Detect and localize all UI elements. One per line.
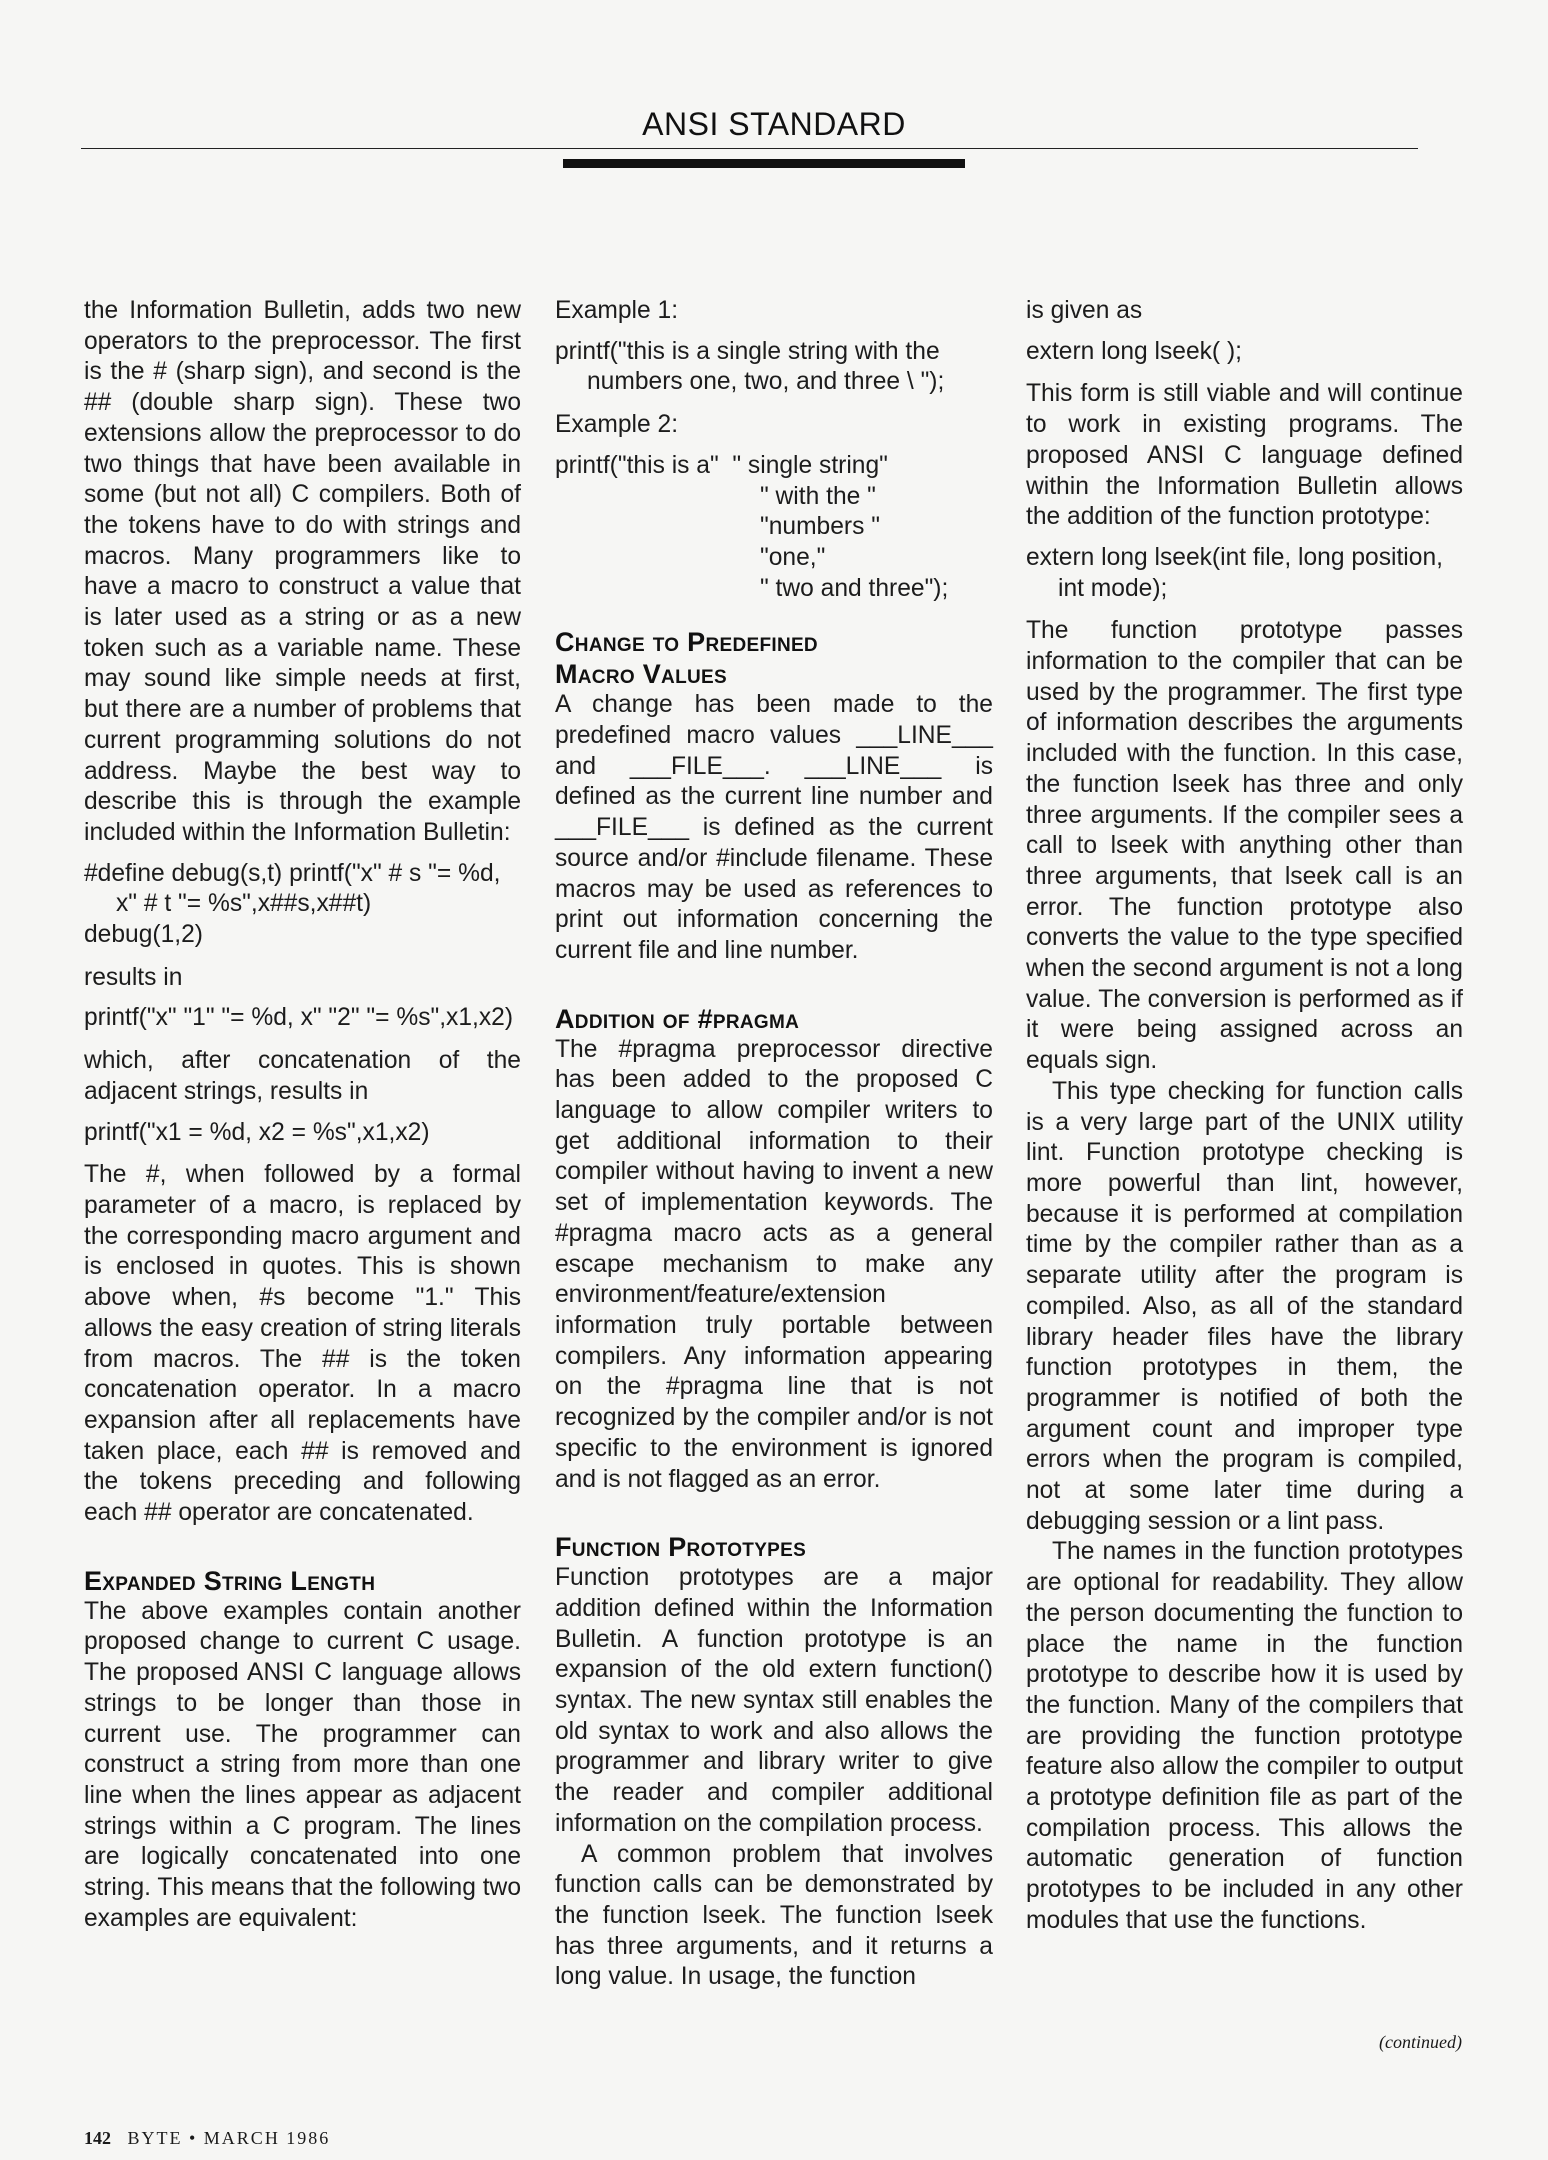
code-line: " with the " <box>555 482 876 510</box>
code-example <box>84 1118 521 1149</box>
paragraph: A change has been made to the predefined macro values ___LINE___ and ___FILE___. ___LINE___ is defined as the current line number and ___FILE___ is defined as the current source and/or #include filename. These macros may be used as references to print out information concerning the current file and line number. <box>555 691 993 964</box>
magazine-issue: BYTE • MARCH 1986 <box>127 2128 331 2148</box>
header-bar <box>563 159 965 168</box>
code-line: printf("x1 = %d, x2 = %s",x1,x2) <box>84 1118 430 1146</box>
code-example <box>555 337 993 398</box>
continued-note: (continued) <box>1379 2032 1462 2052</box>
paragraph: is given as <box>1026 297 1143 324</box>
section-heading: Function Prototypes <box>555 1532 807 1563</box>
code-line: printf("this is a" " single string" <box>555 451 888 479</box>
paragraph: The function prototype passes information to the compiler that can be used by the programmer. The first type of information describes the arguments included with the function. In this case, the function lseek has three and only three arguments. If the compiler sees a call to lseek with anything other than three arguments, that lseek call is an error. The function prototype also converts the value to the type specified when the second argument is not a long value. The conversion is performed as if it were being assigned across an equals sign. <box>1026 617 1463 1075</box>
code-example <box>84 859 521 951</box>
code-example <box>1026 337 1463 368</box>
paragraph: A common problem that involves function calls can be demonstrated by the function lseek. The function lseek has three arguments, and it returns a long value. In usage, the function <box>555 1840 993 1991</box>
paragraph: which, after concatenation of the adjacent strings, results in <box>84 1047 521 1105</box>
paragraph: The above examples contain another proposed change to current C usage. The proposed ANSI C language allows strings to be longer than those in current use. The programmer can construct a string from more than one line when the lines appear as adjacent strings within a C program. The lines are logically concatenated into one string. This means that the following two examples are equivalent: <box>84 1597 521 1932</box>
paragraph: The names in the function prototypes are optional for readability. They allow the person documenting the function to place the name in the function prototype to describe how it is used by the function. Many of the compilers that are providing the function prototype feature also allow the compiler to output a prototype definition file as part of the compilation process. This allows the automatic generation of function prototypes to be included in any other modules that use the functions. <box>1026 1538 1463 1934</box>
code-line: debug(1,2) <box>84 921 203 949</box>
section-heading: Addition of #pragma <box>555 1003 800 1034</box>
code-example <box>555 451 993 605</box>
paragraph: This form is still viable and will continue to work in existing programs. The proposed ANSI C language defined within the Information Bulletin allows the addition of the function prototype: <box>1026 380 1463 531</box>
paragraph: the Information Bulletin, adds two new operators to the preprocessor. The first is the # (sharp sign), and second is the ## (double sharp sign). These two extensions allow the preprocessor to do two things that have been available in some (but not all) C compilers. Both of the tokens have to do with strings and macros. Many programmers like to have a macro to construct a value that is later used as a string or as a new token such as a variable name. These may sound like simple needs at first, but there are a number of problems that current programming solutions do not address. Maybe the best way to describe this is through the example included within the Information Bulletin: <box>84 297 521 846</box>
code-line: printf("x" "1" "= %d, x" "2" "= %s",x1,x2) <box>84 1004 514 1032</box>
code-line: #define debug(s,t) printf("x" # s "= %d, x" # t "= %s",x##s,x##t) <box>84 859 501 918</box>
code-example <box>84 1003 521 1034</box>
example-label: Example 1: <box>555 297 679 324</box>
code-line: extern long lseek( ); <box>1026 337 1242 365</box>
code-line: printf("this is a single string with the numbers one, two, and three \ "); <box>555 337 945 396</box>
column-3 <box>1026 296 1463 1937</box>
code-line: extern long lseek(int file, long position, int mode); <box>1026 543 1443 602</box>
paragraph: results in <box>84 963 183 991</box>
header-rule <box>81 148 1418 149</box>
paragraph: The #pragma preprocessor directive has been added to the proposed C language to allow compiler writers to get additional information to their compiler without having to invent a new set of implementation keywords. The #pragma macro acts as a general escape mechanism to make any environment/feature/extension information truly portable between compilers. Any information appearing on the #pragma line that is not recognized by the compiler and/or is not specific to the environment is ignored and is not flagged as an error. <box>555 1035 993 1493</box>
code-line: "numbers " <box>555 513 880 541</box>
page-number: 142 <box>84 2128 111 2148</box>
section-heading: Change to Predefined <box>555 627 818 658</box>
section-header: ANSI STANDARD <box>642 106 906 142</box>
column-1 <box>84 296 521 1944</box>
paragraph: This type checking for function calls is a very large part of the UNIX utility lint. Function prototype checking is more powerful than lint, however, because it is performed at compilation time by the compiler rather than as a separate utility after the program is compiled. Also, as all of the standard library header files have the library function prototypes in them, the programmer is notified of both the argument count and improper type errors when the program is compiled, not at some later time during a debugging session or a lint pass. <box>1026 1077 1463 1535</box>
section-heading: Expanded String Length <box>84 1565 376 1596</box>
code-line: " two and three"); <box>555 574 949 602</box>
page-footer <box>84 2128 330 2149</box>
code-example <box>1026 543 1463 604</box>
paragraph: The #, when followed by a formal parameter of a macro, is replaced by the corresponding macro argument and is enclosed in quotes. This is shown above when, #s become "1." This allows the easy creation of string literals from macros. The ## is the token concatenation operator. In a macro expansion after all replacements have taken place, each ## is removed and the tokens preceding and following each ## operator are concatenated. <box>84 1161 521 1527</box>
paragraph: Function prototypes are a major addition defined within the Information Bulletin. A function prototype is an expansion of the old extern function() syntax. The new syntax still enables the old syntax to work and also allows the programmer and library writer to give the reader and compiler additional information on the compilation process. <box>555 1564 993 1837</box>
column-2 <box>555 296 993 2003</box>
code-line: "one," <box>555 543 826 571</box>
example-label: Example 2: <box>555 411 679 439</box>
section-heading: Macro Values <box>555 659 727 690</box>
